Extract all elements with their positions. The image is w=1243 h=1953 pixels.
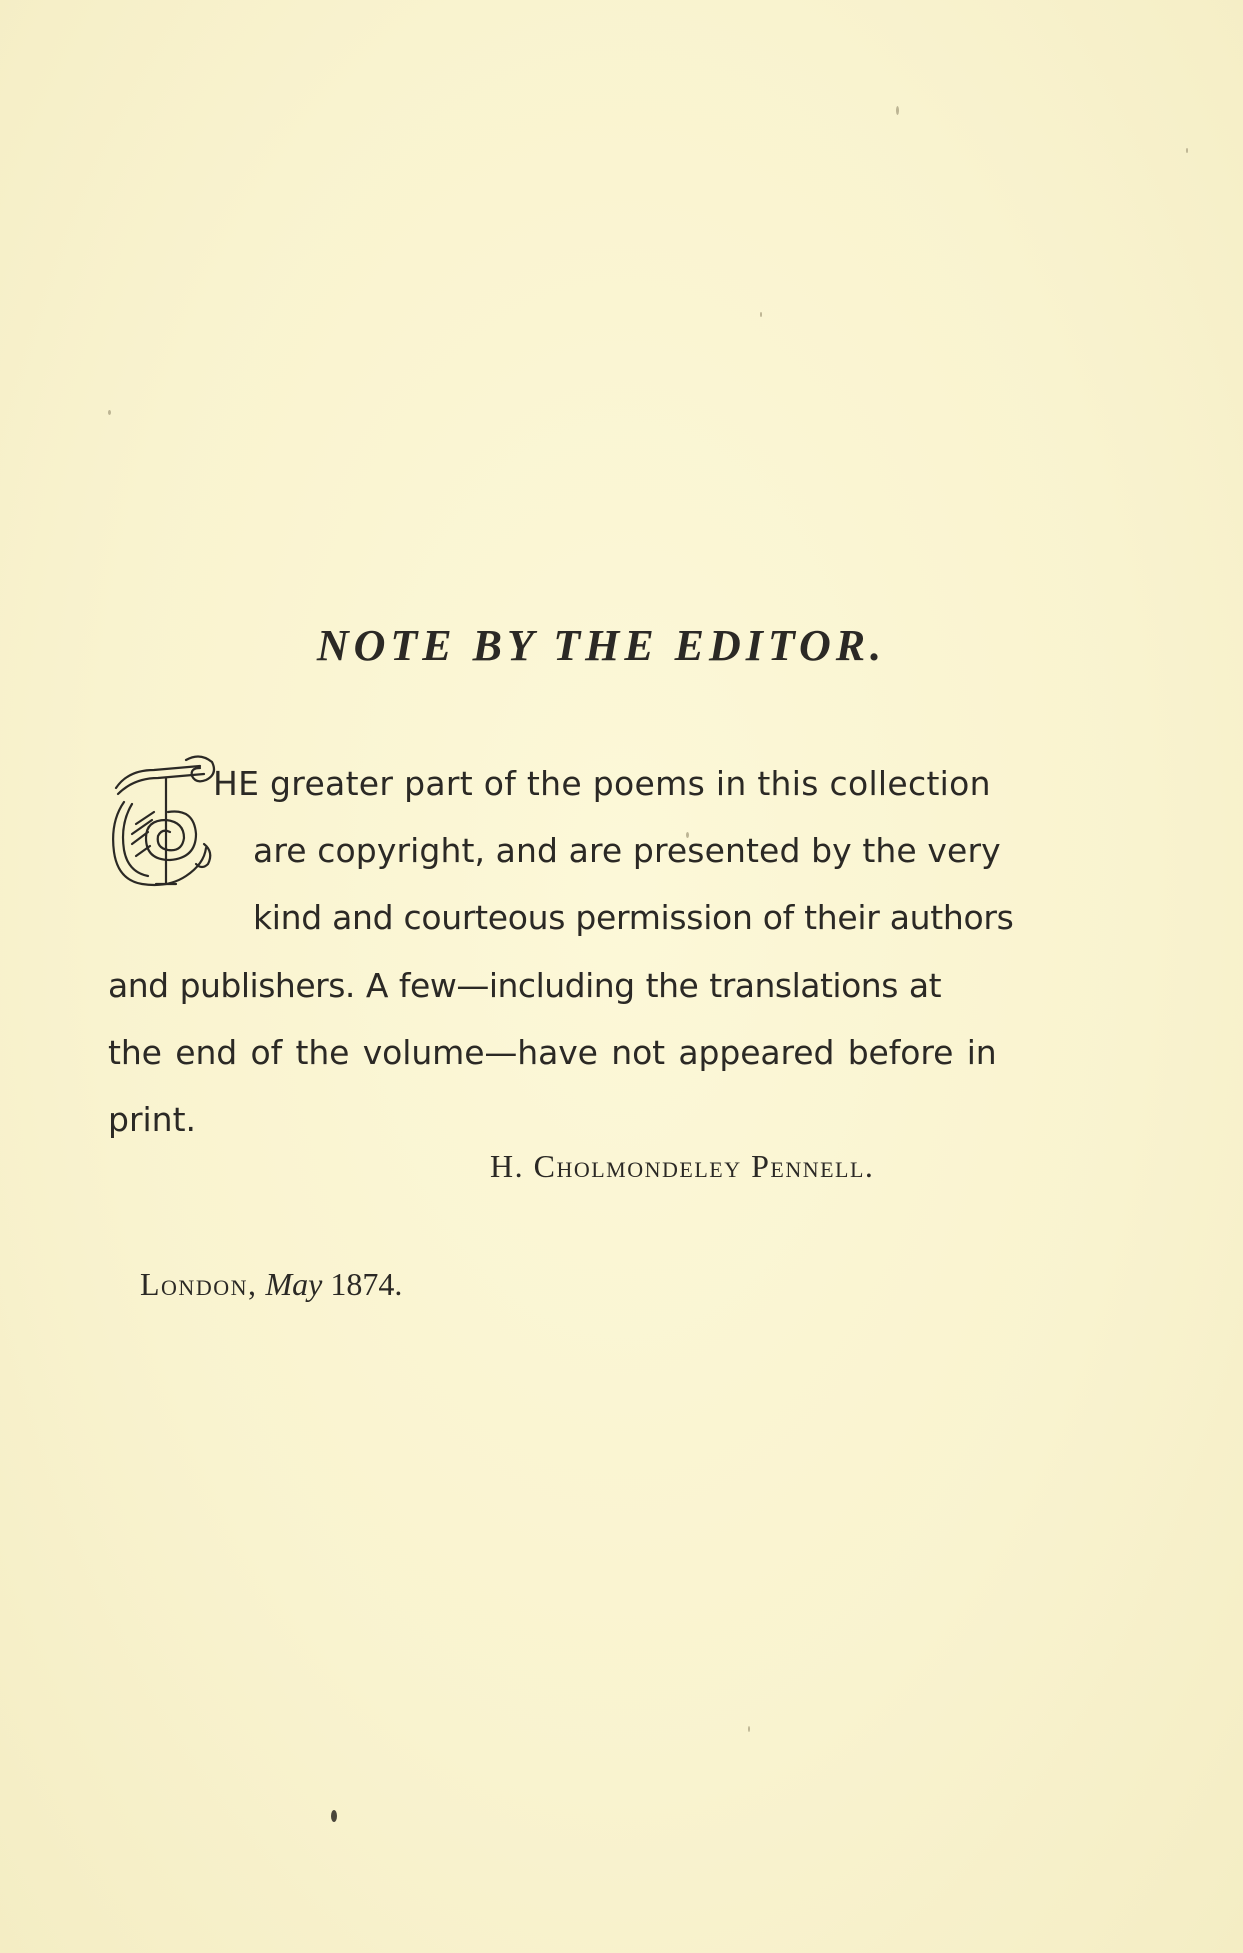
paper-speck [108, 410, 111, 415]
paper-speck [760, 312, 762, 317]
paper-speck [896, 106, 899, 115]
paper-speck [748, 1726, 750, 1732]
paper-speck [1186, 148, 1188, 153]
paragraph-line-2: are copyright, and are presented by the very [253, 831, 1001, 870]
paper-speck [331, 1810, 337, 1822]
page-title-text: NOTE BY THE EDITOR. [316, 621, 887, 670]
paragraph-line-5: the end of the volume—have not appeared before in [108, 1033, 997, 1072]
dateline-place: London, [140, 1266, 258, 1302]
dateline-month: May [265, 1266, 323, 1302]
page-title [0, 620, 1243, 671]
dateline [140, 1266, 402, 1303]
paragraph-line-4: and publishers. A few—including the translations at [108, 966, 942, 1005]
paragraph-line-1: HE greater part of the poems in this collection [213, 764, 991, 803]
dateline-year: 1874. [330, 1266, 403, 1302]
editor-signature: H. Cholmondeley Pennell. [490, 1148, 875, 1184]
drop-cap-ornament-icon [108, 752, 220, 894]
paragraph-line-6: print. [108, 1100, 197, 1139]
paragraph-line-3: kind and courteous permission of their authors [253, 898, 1014, 937]
